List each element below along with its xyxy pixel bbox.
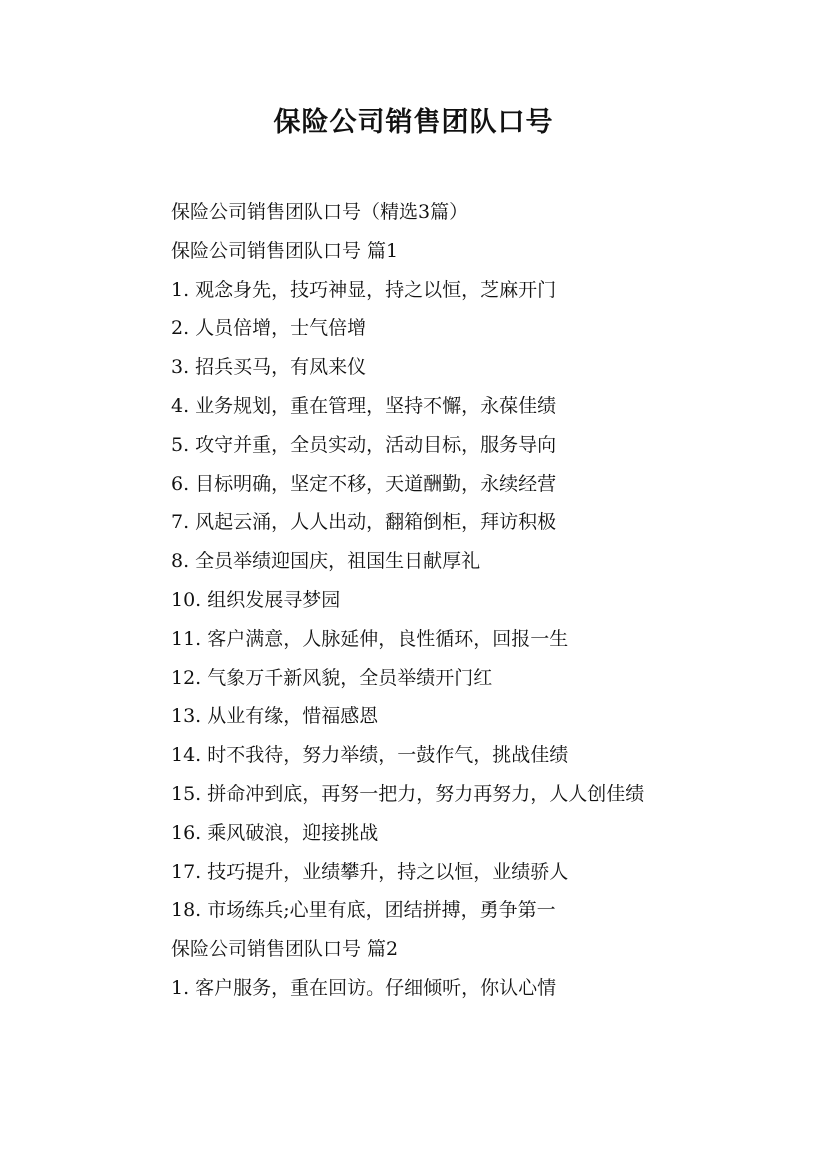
paragraph: 8. 全员举绩迎国庆，祖国生日献厚礼 [171,550,481,573]
paragraph: 6. 目标明确，坚定不移，天道酬勤，永续经营 [171,472,557,495]
paragraph: 保险公司销售团队口号 篇1 [171,239,399,262]
paragraph: 2. 人员倍增，士气倍增 [171,317,367,340]
paragraph: 10. 组织发展寻梦园 [171,588,341,611]
paragraph: 7. 风起云涌，人人出动，翻箱倒柜，拜访积极 [171,511,557,534]
paragraph: 5. 攻守并重，全员实动，活动目标，服务导向 [171,433,557,456]
paragraph: 4. 业务规划，重在管理，坚持不懈，永葆佳绩 [171,394,557,417]
paragraph: 1. 观念身先，技巧神显，持之以恒，芝麻开门 [171,278,557,301]
paragraph: 保险公司销售团队口号（精选3篇） [171,201,469,223]
paragraph: 保险公司销售团队口号 篇2 [171,938,399,961]
paragraph: 14. 时不我待，努力举绩，一鼓作气，挑战佳绩 [171,744,569,767]
paragraph: 11. 客户满意，人脉延伸，良性循环，回报一生 [171,627,569,650]
paragraph: 16. 乘风破浪，迎接挑战 [171,821,379,844]
document-title: 保险公司销售团队口号 [273,107,554,138]
paragraph: 3. 招兵买马，有凤来仪 [171,356,367,379]
paragraph: 15. 拼命冲到底，再努一把力，努力再努力，人人创佳绩 [171,782,645,805]
paragraph: 13. 从业有缘，惜福感恩 [171,705,379,728]
document-body [127,193,707,1008]
paragraph: 1. 客户服务，重在回访。仔细倾听，你认心情 [171,976,557,999]
paragraph: 12. 气象万千新风貌，全员举绩开门红 [171,666,493,689]
paragraph: 18. 市场练兵;心里有底，团结拼搏，勇争第一 [171,899,556,922]
paragraph: 17. 技巧提升，业绩攀升，持之以恒，业绩骄人 [171,860,569,883]
